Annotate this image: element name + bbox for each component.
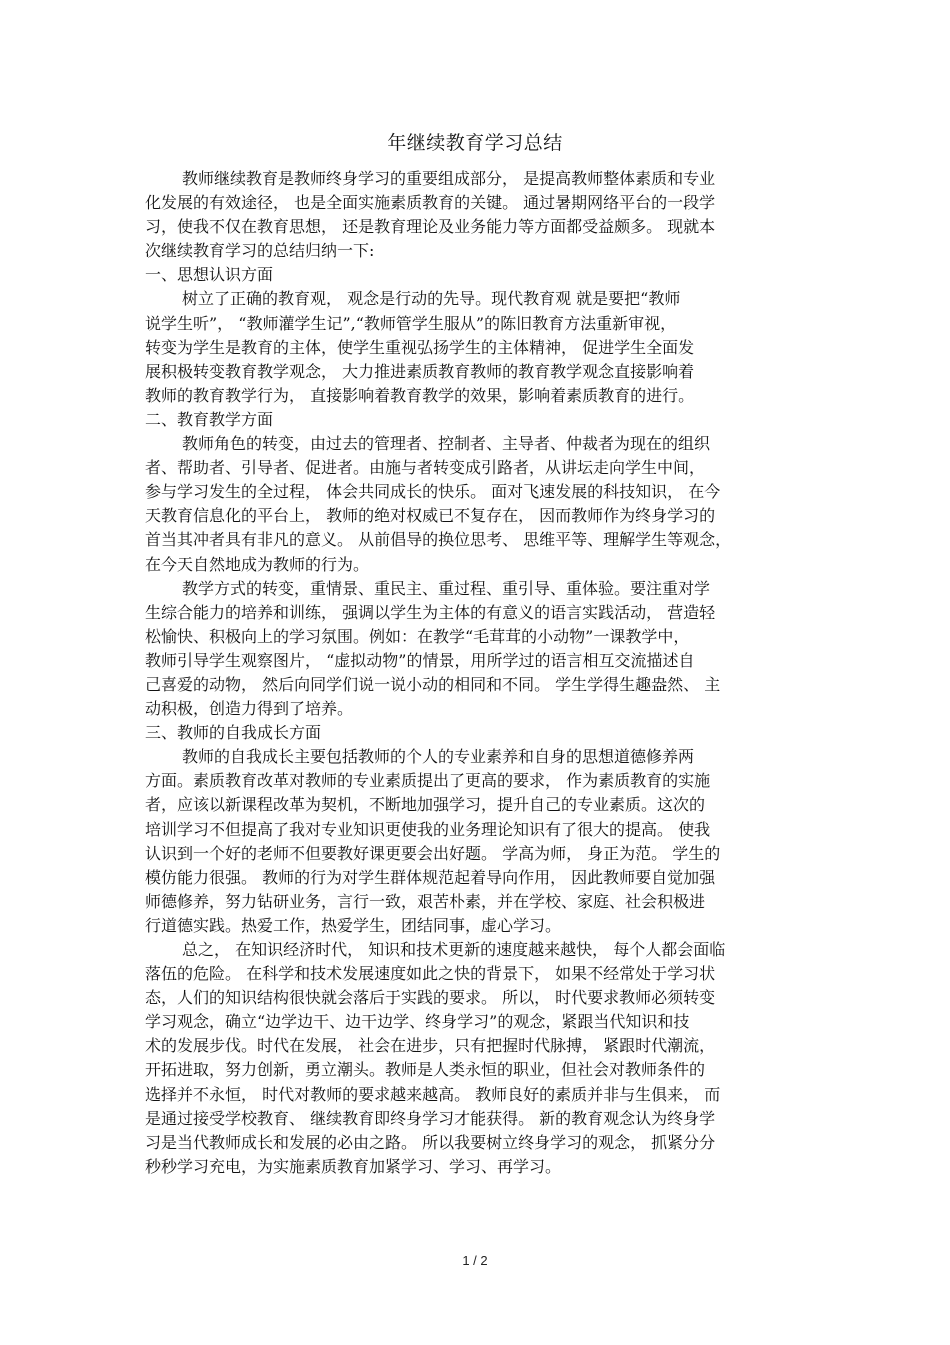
page-number: 1 / 2 <box>462 1253 488 1268</box>
text-line: 己喜爱的动物， 然后向同学们说一说小动的相同和不同。 学生学得生趣盎然、 主 <box>145 674 721 694</box>
text-line: 树立了正确的教育观， 观念是行动的先导。现代教育观 就是要把“教师 <box>182 289 681 309</box>
text-line: 教师的自我成长主要包括教师的个人的专业素养和自身的思想道德修养两 <box>182 747 695 767</box>
text-line: 化发展的有效途径， 也是全面实施素质教育的关键。 通过暑期网络平台的一段学 <box>145 193 716 213</box>
document-body <box>145 167 809 1179</box>
document-title: 年继续教育学习总结 <box>387 132 563 154</box>
text-line: 二、教育教学方面 <box>145 409 274 429</box>
text-line: 师德修养，努力钻研业务，言行一致，艰苦朴素，并在学校、家庭、社会积极进 <box>145 891 706 911</box>
text-line: 次继续教育学习的总结归纳一下: <box>145 241 375 261</box>
text-line: 者，应该以新课程改革为契机，不断地加强学习，提升自己的专业素质。这次的 <box>145 795 706 815</box>
text-line: 开拓进取，努力创新，勇立潮头。教师是人类永恒的职业，但社会对教师条件的 <box>145 1060 706 1080</box>
text-line: 行道德实践。热爱工作，热爱学生，团结同事，虚心学习。 <box>145 915 562 935</box>
text-line: 习，使我不仅在教育思想， 还是教育理论及业务能力等方面都受益颇多。 现就本 <box>145 217 716 237</box>
text-line: 是通过接受学校教育、 继续教育即终身学习才能获得。 新的教育观念认为终身学 <box>145 1108 716 1128</box>
text-line: 首当其冲者具有非凡的意义。 从前倡导的换位思考、 思维平等、理解学生等观念， <box>145 530 732 550</box>
text-line: 说学生听”， “教师灌学生记”,“教师管学生服从”的陈旧教育方法重新审视， <box>145 313 677 333</box>
text-line: 态，人们的知识结构很快就会落后于实践的要求。 所以， 时代要求教师必须转变 <box>145 988 716 1008</box>
text-line: 教师角色的转变，由过去的管理者、控制者、主导者、仲裁者为现在的组织 <box>182 434 711 454</box>
text-line: 落伍的危险。 在科学和技术发展速度如此之快的背景下， 如果不经常处于学习状 <box>145 964 716 984</box>
text-line: 选择并不永恒， 时代对教师的要求越来越高。 教师良好的素质并非与生俱来， 而 <box>145 1084 721 1104</box>
text-line: 培训学习不但提高了我对专业知识更使我的业务理论知识有了很大的提高。 使我 <box>145 819 711 839</box>
text-line: 模仿能力很强。 教师的行为对学生群体规范起着导向作用， 因此教师要自觉加强 <box>145 867 716 887</box>
text-line: 认识到一个好的老师不但要教好课更要会出好题。 学高为师， 身正为范。 学生的 <box>145 843 721 863</box>
text-line: 在今天自然地成为教师的行为。 <box>145 554 370 574</box>
text-line: 者、帮助者、引导者、促进者。由施与者转变成引路者，从讲坛走向学生中间， <box>145 458 706 478</box>
text-line: 秒秒学习充电，为实施素质教育加紧学习、学习、再学习。 <box>145 1156 562 1176</box>
text-line: 学习观念，确立“边学边干、边干边学、终身学习”的观念，紧跟当代知识和技 <box>145 1012 690 1032</box>
text-line: 方面。素质教育改革对教师的专业素质提出了更高的要求， 作为素质教育的实施 <box>145 771 711 791</box>
text-line: 教学方式的转变，重情景、重民主、重过程、重引导、重体验。要注重对学 <box>182 578 711 598</box>
text-line: 三、教师的自我成长方面 <box>145 723 322 743</box>
text-line: 总之， 在知识经济时代， 知识和技术更新的速度越来越快， 每个人都会面临 <box>182 940 726 959</box>
text-line: 参与学习发生的全过程， 体会共同成长的快乐。 面对飞速发展的科技知识， 在今 <box>145 482 721 502</box>
text-line: 生综合能力的培养和训练， 强调以学生为主体的有意义的语言实践活动， 营造轻 <box>145 602 716 622</box>
text-line: 动积极，创造力得到了培养。 <box>145 699 354 719</box>
text-line: 天教育信息化的平台上， 教师的绝对权威已不复存在， 因而教师作为终身学习的 <box>145 506 716 526</box>
text-line: 松愉快、积极向上的学习氛围。例如：在教学“毛茸茸的小动物”一课教学中， <box>145 626 690 646</box>
text-line: 展积极转变教育教学观念， 大力推进素质教育教师的教育教学观念直接影响着 <box>145 361 695 381</box>
text-line: 术的发展步伐。时代在发展， 社会在进步，只有把握时代脉搏， 紧跟时代潮流， <box>145 1036 716 1056</box>
text-line: 教师引导学生观察图片， “虚拟动物”的情景，用所学过的语言相互交流描述自 <box>145 650 695 670</box>
text-line: 教师继续教育是教师终身学习的重要组成部分， 是提高教师整体素质和专业 <box>182 169 716 188</box>
text-line: 习是当代教师成长和发展的必由之路。 所以我要树立终身学习的观念， 抓紧分分 <box>145 1132 716 1152</box>
text-line: 转变为学生是教育的主体，使学生重视弘扬学生的主体精神， 促进学生全面发 <box>145 337 695 357</box>
text-line: 一、思想认识方面 <box>145 265 274 285</box>
text-line: 教师的教育教学行为， 直接影响着教育教学的效果，影响着素质教育的进行。 <box>145 385 695 405</box>
